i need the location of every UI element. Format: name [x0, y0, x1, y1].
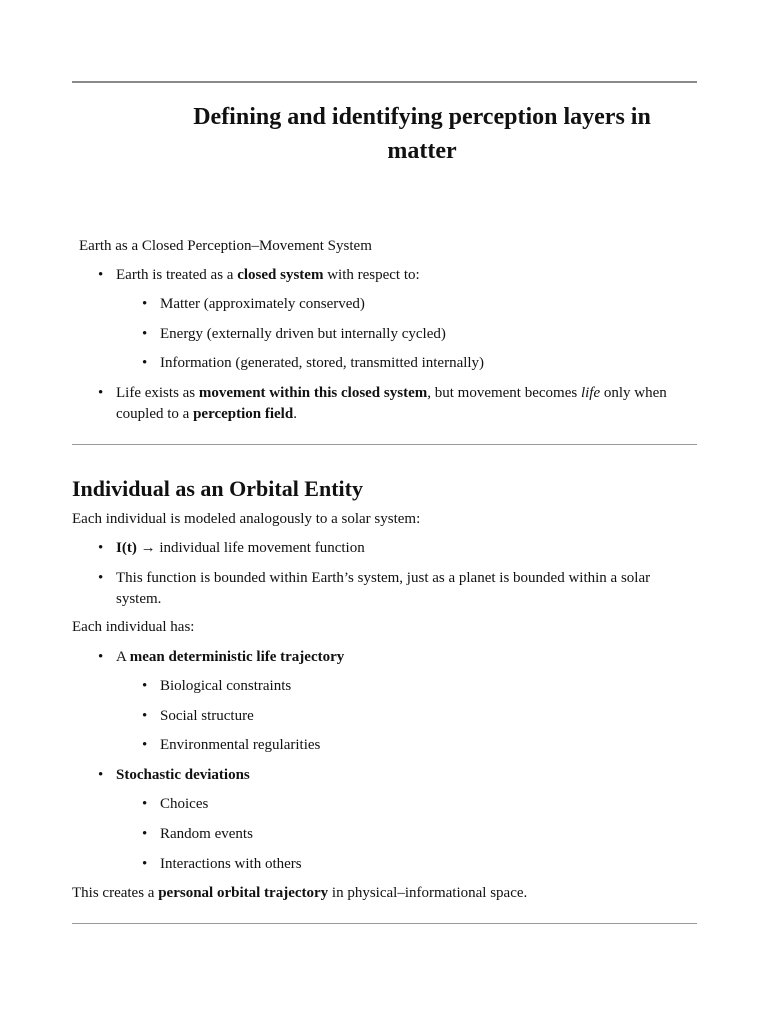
section-heading: Individual as an Orbital Entity: [72, 476, 363, 501]
section-intro: Each individual is modeled analogously to a solar system:: [72, 511, 421, 527]
bullet-icon: •: [142, 796, 148, 812]
closing-paragraph: This creates a personal orbital trajectory in physical–informational space.: [72, 885, 528, 901]
bullet-icon: •: [98, 570, 104, 586]
bullet-icon: •: [142, 856, 148, 872]
has-label: Each individual has:: [72, 619, 195, 635]
sub-list-item: Choices: [160, 796, 209, 812]
bullet-icon: •: [98, 385, 104, 401]
list-item-stochastic: Stochastic deviations: [116, 767, 250, 783]
sub-list-item: Social structure: [160, 708, 254, 724]
bullet-icon: •: [142, 708, 148, 724]
page-title: Defining and identifying perception layers in matter: [193, 104, 651, 164]
bullet-icon: •: [142, 296, 148, 312]
list-item-closed-system: Earth is treated as a closed system with respect to:: [116, 267, 420, 283]
sub-list-item: Information (generated, stored, transmitted internally): [160, 355, 485, 371]
list-item-bounded: This function is bounded within Earth’s system, just as a planet is bounded within a solar system.: [116, 570, 651, 607]
bullet-icon: •: [142, 678, 148, 694]
bullet-icon: •: [142, 826, 148, 842]
section-subtitle: Earth as a Closed Perception–Movement System: [79, 238, 372, 254]
top-divider: [72, 81, 697, 83]
section-divider: [72, 444, 697, 445]
bullet-icon: •: [98, 767, 104, 783]
bullet-icon: •: [142, 355, 148, 371]
bullet-icon: •: [142, 737, 148, 753]
sub-list-item: Matter (approximately conserved): [160, 296, 365, 312]
sub-list-item: Energy (externally driven but internally cycled): [160, 326, 446, 342]
bullet-icon: •: [98, 649, 104, 665]
list-item-deterministic: A mean deterministic life trajectory: [116, 649, 345, 665]
list-item-function: I(t) → individual life movement function: [116, 540, 365, 556]
bottom-divider: [72, 923, 697, 924]
bullet-icon: •: [142, 326, 148, 342]
list-item-life-movement: Life exists as movement within this closed system, but movement becomes life only when coupled to a perception field.: [116, 385, 667, 422]
bullet-icon: •: [98, 540, 104, 556]
sub-list-item: Interactions with others: [160, 856, 302, 872]
sub-list-item: Environmental regularities: [160, 737, 321, 753]
sub-list-item: Biological constraints: [160, 678, 292, 694]
bullet-icon: •: [98, 267, 104, 283]
sub-list-item: Random events: [160, 826, 253, 842]
